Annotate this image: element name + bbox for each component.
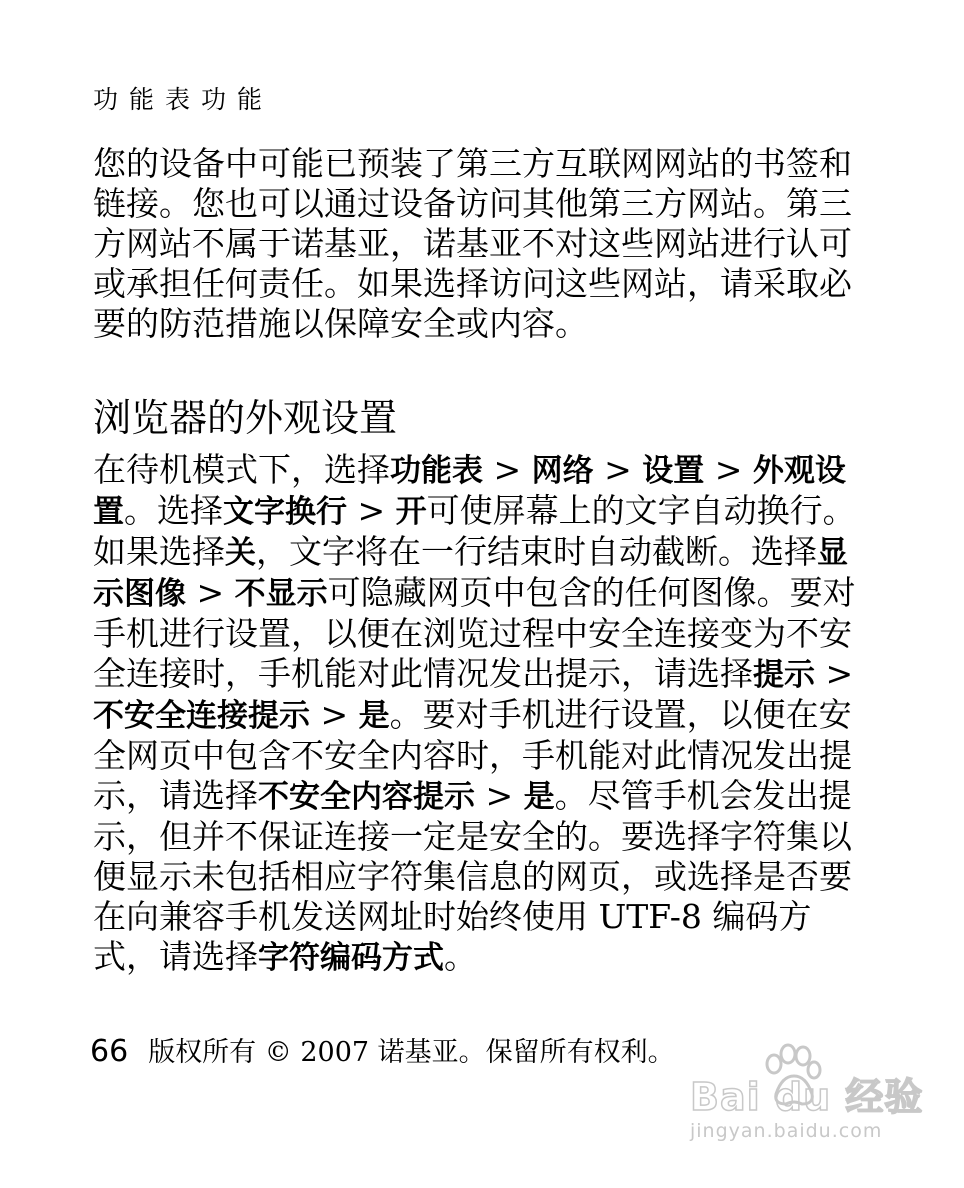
separator: > — [475, 776, 524, 815]
text-run: 。 — [444, 937, 477, 976]
menu-term: 示图像 — [93, 576, 186, 612]
text-line — [93, 654, 854, 695]
text-line: 在向兼容手机发送网址时始终使用 UTF-8 编码方 — [93, 897, 812, 936]
menu-term: 字符编码方式 — [258, 940, 444, 976]
separator: > — [483, 450, 532, 489]
menu-term: 开 — [395, 494, 427, 530]
menu-term: 设置 — [642, 453, 705, 489]
text-line — [93, 450, 846, 491]
menu-term: 不安全内容提示 — [258, 779, 475, 815]
text-line: 链接。您也可以通过设备访问其他第三方网站。第三 — [93, 184, 852, 223]
text-line: 或承担任何责任。如果选择访问这些网站，请采取必 — [93, 264, 852, 303]
text-line: 示，但并不保证连接一定是安全的。要选择字符集以 — [93, 817, 852, 856]
menu-term: 提示 — [753, 657, 815, 693]
menu-term: 不安全连接提示 — [93, 698, 310, 734]
text-line: 全网页中包含不安全内容时，手机能对此情况发出提 — [93, 736, 852, 775]
page-footer — [90, 1032, 675, 1073]
text-line — [93, 776, 852, 817]
text-run: 如果选择 — [93, 532, 225, 571]
menu-term: 网络 — [531, 453, 594, 489]
menu-term: 是 — [523, 779, 555, 815]
separator: > — [593, 450, 643, 489]
copyright-notice: 版权所有 © 2007 诺基亚。保留所有权利。 — [148, 1037, 675, 1068]
text-run: 。要对手机进行设置，以便在安 — [389, 695, 852, 734]
running-header: 功能表功能 — [93, 85, 274, 114]
menu-term: 功能表 — [390, 453, 483, 489]
text-line: 便显示未包括相应字符集信息的网页，或选择是否要 — [93, 857, 852, 896]
menu-term: 不显示 — [234, 576, 328, 612]
menu-term: 显 — [817, 535, 848, 571]
intro-paragraph — [93, 144, 852, 344]
section-heading: 浏览器的外观设置 — [93, 396, 398, 440]
menu-term: 文字换行 — [223, 494, 347, 530]
menu-term: 置 — [93, 494, 124, 530]
page-number: 66 — [90, 1034, 129, 1069]
baidu-watermark — [690, 1042, 924, 1152]
text-run: 式，请选择 — [93, 937, 258, 976]
separator: > — [347, 491, 396, 530]
text-run: 。选择 — [124, 491, 223, 530]
watermark-url: jingyan.baidu.com — [690, 1120, 883, 1142]
body-paragraph — [93, 450, 856, 978]
text-line — [93, 532, 848, 573]
text-line: 方网站不属于诺基亚，诺基亚不对这些网站进行认可 — [93, 224, 852, 263]
separator: > — [704, 450, 753, 489]
text-run: 全连接时，手机能对此情况发出提示，请选择 — [93, 654, 753, 693]
text-line — [93, 937, 833, 978]
separator: > — [310, 695, 359, 734]
text-run: ，文字将在一行结束时自动截断。选择 — [256, 532, 817, 571]
text-line — [93, 695, 852, 736]
text-run: 可使屏幕上的文字自动换行。 — [426, 491, 856, 530]
watermark-brand: Bai du 经验 — [690, 1075, 924, 1119]
text-run: 示，请选择 — [93, 776, 258, 815]
text-line: 要的防范措施以保障安全或内容。 — [93, 304, 588, 343]
separator: > — [815, 654, 854, 693]
separator: > — [186, 573, 235, 612]
menu-term: 是 — [358, 698, 390, 734]
menu-term: 外观设 — [752, 453, 846, 489]
text-run: 。尽管手机会发出提 — [554, 776, 852, 815]
menu-term: 关 — [225, 535, 256, 571]
text-run: 在待机模式下，选择 — [93, 450, 390, 489]
text-line: 手机进行设置，以便在浏览过程中安全连接变为不安 — [93, 614, 852, 653]
text-run: 可隐藏网页中包含的任何图像。要对 — [327, 573, 856, 612]
text-line — [93, 491, 856, 532]
text-line: 您的设备中可能已预装了第三方互联网网站的书签和 — [93, 144, 852, 183]
text-line — [93, 573, 856, 614]
